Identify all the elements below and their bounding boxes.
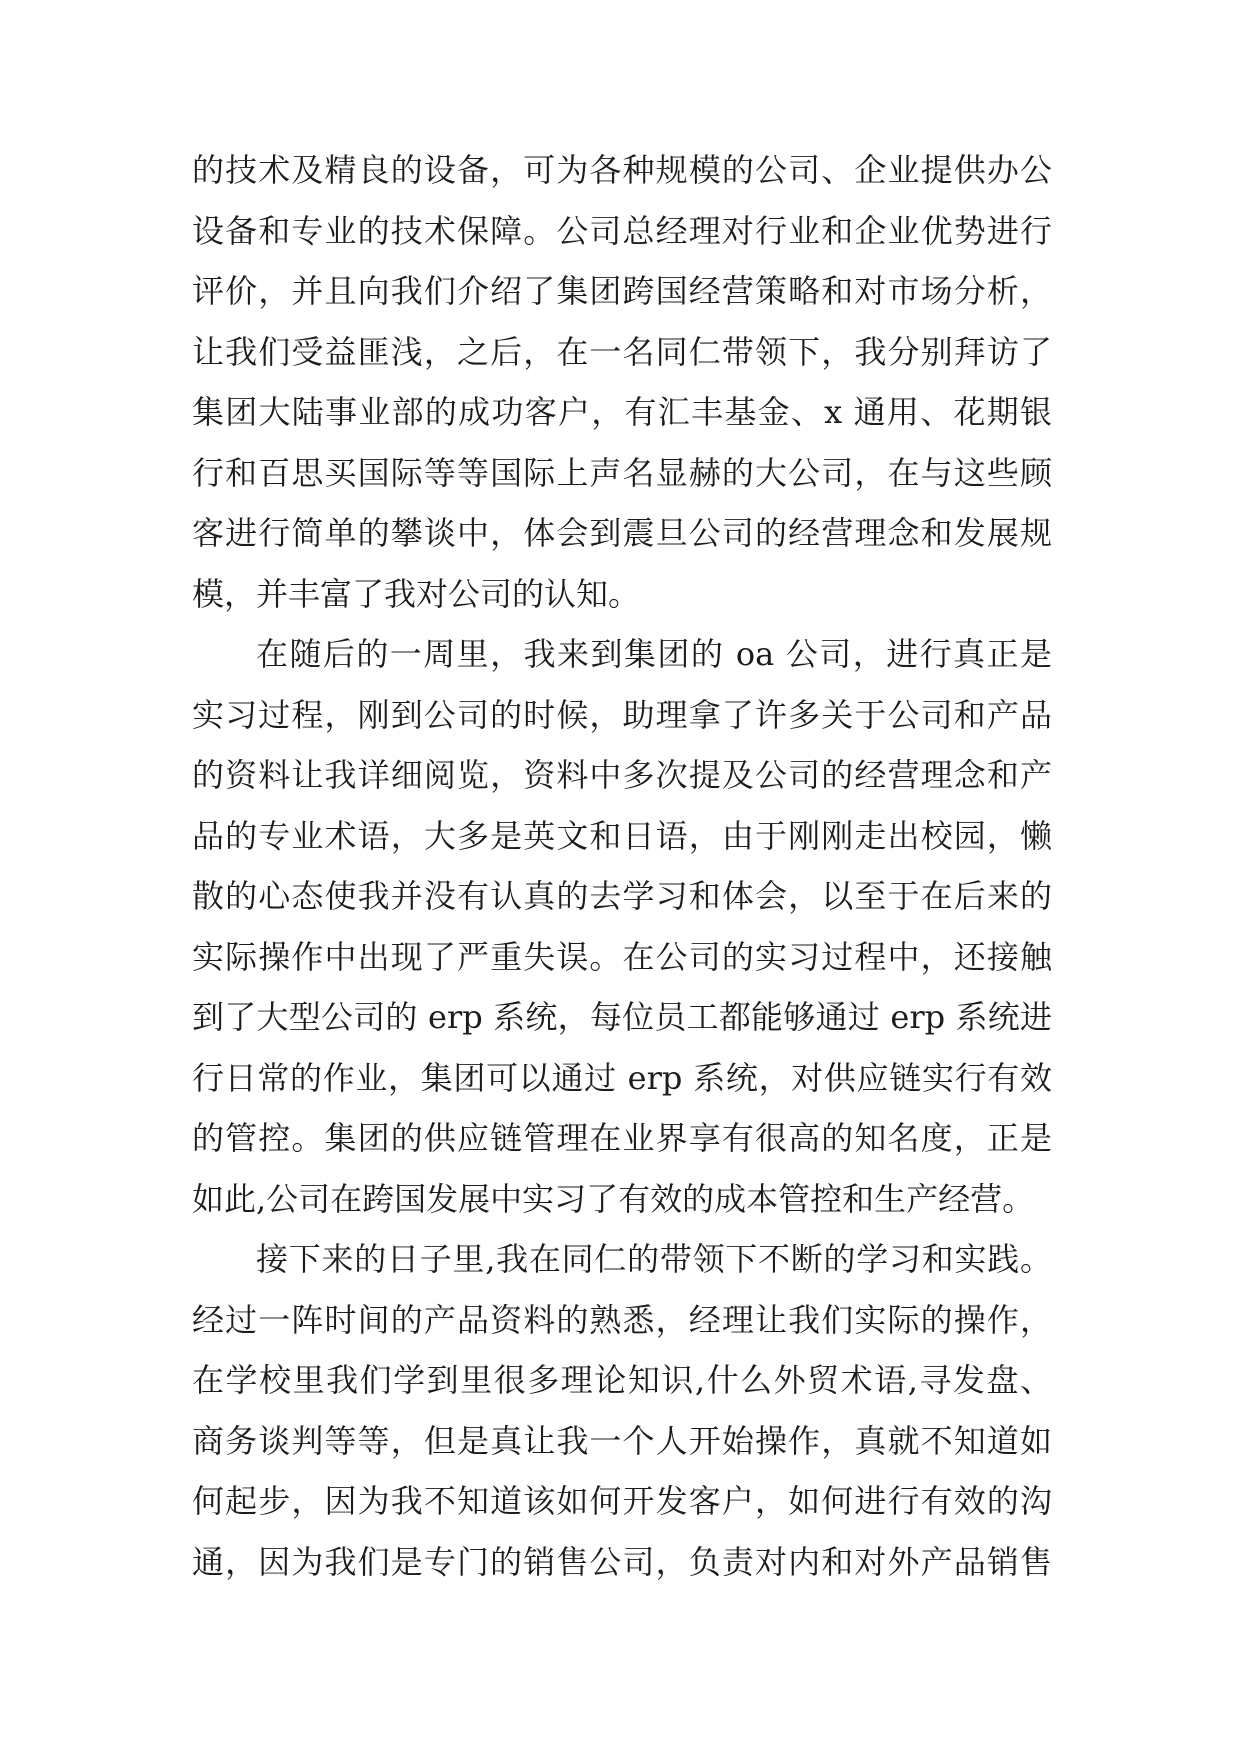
- text-line: 模，并丰富了我对公司的认知。: [192, 574, 641, 613]
- text-line: 实际操作中出现了严重失误。在公司的实习过程中，还接触: [192, 937, 1052, 976]
- text-line: 评价，并且向我们介绍了集团跨国经营策略和对市场分析，: [192, 272, 1052, 310]
- text-line: 商务谈判等等，但是真让我一个人开始操作，真就不知道如: [192, 1421, 1052, 1460]
- text-line: 通，因为我们是专门的销售公司，负责对内和对外产品销售: [192, 1542, 1052, 1581]
- body-text: [192, 140, 1052, 1592]
- text-line: 的管控。集团的供应链管理在业界享有很高的知名度，正是: [192, 1119, 1052, 1157]
- text-line: 的技术及精良的设备，可为各种规模的公司、企业提供办公: [192, 151, 1052, 189]
- text-line: 实习过程，刚到公司的时候，助理拿了许多关于公司和产品: [192, 695, 1052, 734]
- text-line: 集团大陆事业部的成功客户，有汇丰基金、x 通用、花期银: [192, 393, 1052, 431]
- text-line: 客进行简单的攀谈中，体会到震旦公司的经营理念和发展规: [192, 514, 1052, 552]
- paragraph-first-line: 在随后的一周里，我来到集团的 oa 公司，进行真正是: [256, 635, 1052, 673]
- text-line: 品的专业术语，大多是英文和日语，由于刚刚走出校园，懒: [192, 816, 1052, 855]
- text-line: 的资料让我详细阅览，资料中多次提及公司的经营理念和产: [192, 756, 1052, 794]
- text-line: 经过一阵时间的产品资料的熟悉，经理让我们实际的操作，: [192, 1300, 1052, 1339]
- text-line: 在学校里我们学到里很多理论知识,什么外贸术语,寻发盘、: [192, 1361, 1052, 1399]
- text-line: 行日常的作业，集团可以通过 erp 系统，对供应链实行有效: [192, 1058, 1052, 1097]
- text-line: 如此,公司在跨国发展中实习了有效的成本管控和生产经营。: [192, 1179, 1035, 1218]
- text-line: 何起步，因为我不知道该如何开发客户，如何进行有效的沟: [192, 1482, 1052, 1520]
- text-line: 设备和专业的技术保障。公司总经理对行业和企业优势进行: [192, 211, 1052, 250]
- text-line: 到了大型公司的 erp 系统，每位员工都能够通过 erp 系统进: [192, 998, 1052, 1036]
- text-line: 行和百思买国际等等国际上声名显赫的大公司，在与这些顾: [192, 453, 1052, 492]
- paragraph-first-line: 接下来的日子里,我在同仁的带领下不断的学习和实践。: [256, 1240, 1052, 1278]
- text-line: 散的心态使我并没有认真的去学习和体会，以至于在后来的: [192, 877, 1052, 915]
- text-line: 让我们受益匪浅，之后，在一名同仁带领下，我分别拜访了: [192, 332, 1052, 371]
